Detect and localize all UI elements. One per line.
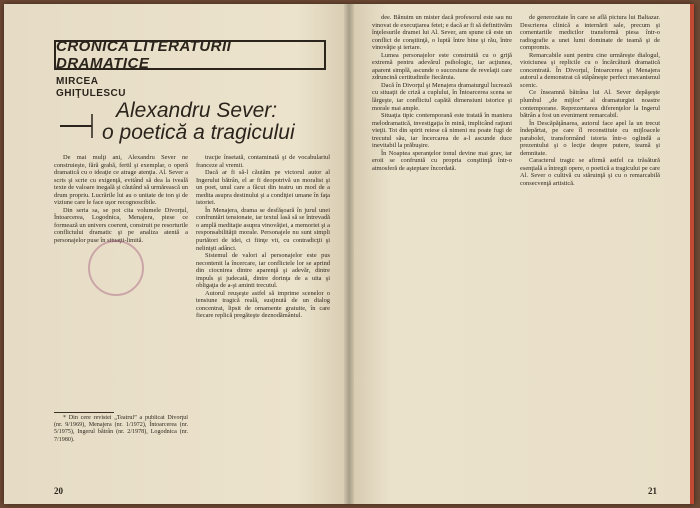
paragraph: dee. Bănuim un mister dacă profesorul este sau nu vinovat de execuţiarea fetei; e dacă ar fi să definitivăm înţelesurile dramei lui Al. Sever, am spune că este un conflict de conştiinţă, o luptă între bine şi rău, între vinovăţie şi iertare. — [372, 14, 512, 52]
page-number-right: 21 — [648, 486, 657, 496]
paragraph: În Descăpăţânarea, autorul face apel la un trecut îndepărtat, pe care îl reconstituie cu mijloacele parabolei, transformând istoria într-o oglindă a prezentului şi o lecţie despre putere, teamă şi demnitate. — [520, 119, 660, 157]
paragraph: Sistemul de valori al personajelor este pus necontenit la încercare, iar conflictele lor se aprind din ciocnirea dintre aparenţă şi adevăr, dintre impuls şi judecată, dintre dorinţa de a uita şi obligaţia de a-şi aminti trecutul. — [196, 252, 330, 290]
paragraph: de generozitate în care se află pictura lui Baltazar. Descrierea clinică a internării sale, precum şi comentariile medicilor transformă piesa într-o radiografie a unei lumi dominate de teamă şi de compromis. — [520, 14, 660, 52]
paragraph: Lumea personajelor este construită cu o grijă extremă pentru adevărul psihologic, iar acţiunea, aparent simplă, ascunde o succesiune de revelaţii care zdruncină certitudinile fiecăruia. — [372, 51, 512, 82]
right-column-1 — [372, 14, 512, 482]
paragraph: În Noaptea speranţelor tonul devine mai grav, iar eroii se confruntă cu propria conştiinţă într-o atmosferă de aşteptare încordată. — [372, 149, 512, 172]
right-page — [349, 4, 694, 504]
dash-ornament-icon — [56, 106, 96, 146]
author-first-name: MIRCEA — [56, 76, 99, 87]
paragraph: tracţie însetată, contaminată şi de vocabulariul franceze al vremii. — [196, 154, 330, 169]
left-column-2 — [196, 154, 330, 481]
cover-edge — [690, 4, 694, 504]
library-stamp-icon — [88, 240, 144, 296]
paragraph: De mai mulţi ani, Alexandru Sever ne construieşte, fără grabă, fertil şi exemplar, o operă dramatică cu o ideaţie ce atrage atenţia. Al. Sever a scris şi scrie cu exigenţă, evitând să dea la iveală texte de valoare inegală şi căutând să urmărească un drum propriu. Lucrările lui au o unitate de ton şi de viziune care le face uşor recognoscibile. — [54, 154, 188, 207]
title-line-1: Alexandru Sever: — [116, 99, 278, 122]
paragraph: Dacă ar fi să-l căutăm pe victorul autor al Ingerului bătrân, el ar fi deopotrivă un moralist şi un poet, unul care a făcut din teatru un mod de a medita asupra destinului şi a condiţiei umane în faţa istoriei. — [196, 169, 330, 207]
right-column-2 — [520, 14, 660, 482]
footnote-text: * Din cere revistei „Teatrul” a publicat Divorţul (nr. 9/1969), Menajera (nr. 1/1972), Întoarcerea (nr. 5/1975), Ingerul bătrân (nr. 2/1978), Logodnica (nr. 7/1980). — [54, 415, 188, 443]
title-line-2: o poetică a tragicului — [102, 121, 295, 144]
paragraph: Autorul reuşeşte astfel să imprime scenelor o tensiune tragică reală, susţinută de un dialog concentrat, lipsit de ornamente gratuite, în care fiecare replică pregăteşte deznodământul. — [196, 289, 330, 320]
footnote-rule — [54, 412, 114, 413]
paragraph: Situaţia tipic contemporană este tratată în maniera melodramatică, investigaţia în mină, implicând raţiuni vieţii. Tot din spirit reiese că nimeni nu poate fugi de trecutul său, iar încercarea de a-l ascunde duce inevitabil la prăbuşire. — [372, 112, 512, 150]
author-last-name: GHIŢULESCU — [56, 88, 126, 99]
left-page — [4, 4, 349, 504]
book-spread — [4, 4, 694, 504]
paragraph: Ce înseamnă bătrâna lui Al. Sever depăşeşte plumbul „de mijloc” al dramaturgiei noastre contemporane. Reprezentarea diferenţelor la Ingerul bătrân a fost un eveniment remarcabil. — [520, 89, 660, 120]
paragraph: Dacă în Divorţul şi Menajera dramaturgul lucrează cu situaţii de criză a cuplului, în Întoarcerea scena se lărgeşte, iar conflictul capătă dimensiuni istorice şi morale mai ample. — [372, 81, 512, 112]
page-number-left: 20 — [54, 486, 63, 496]
paragraph: Caracterul tragic se afirmă astfel ca trăsătură esenţială a întregii opere, o poetică a tragicului pe care Al. Sever o cultivă cu stăruinţă şi cu o remarcabilă consecvenţă artistică. — [520, 157, 660, 188]
paragraph: Remarcabile sunt pentru cine urmăreşte dialogul, vioiciunea şi replicile cu o încărcătură dramatică concentrată. În Divorţul, Întoarcerea şi Menajera autorul a demonstrat că stăpâneşte perfect mecanismul scenic. — [520, 51, 660, 89]
article-title — [92, 100, 332, 150]
author-byline — [56, 76, 176, 100]
paragraph: Din seria sa, se pot cita volumele Divorţul, Întoarcerea, Logodnica, Menajera, piese ce formează un univers coerent, construit pe resorturile conflictului dramatic şi pe analiza atentă a personajelor puse în situaţii-limită. — [54, 206, 188, 245]
section-rubric: CRONICA LITERATURII DRAMATICE — [54, 40, 326, 70]
paragraph: În Menajera, drama se desfăşoară în jurul unei confruntări tensionate, iar textul lasă să se întrevadă o amplă meditaţie asupra vinovăţiei, a memoriei şi a responsabilităţii morale. Personajele nu sunt simpli purtători de idei, ci fiinţe vii, cu contradicţii şi nelinişti adânci. — [196, 206, 330, 252]
footnote — [54, 415, 188, 483]
book-gutter — [344, 4, 354, 504]
